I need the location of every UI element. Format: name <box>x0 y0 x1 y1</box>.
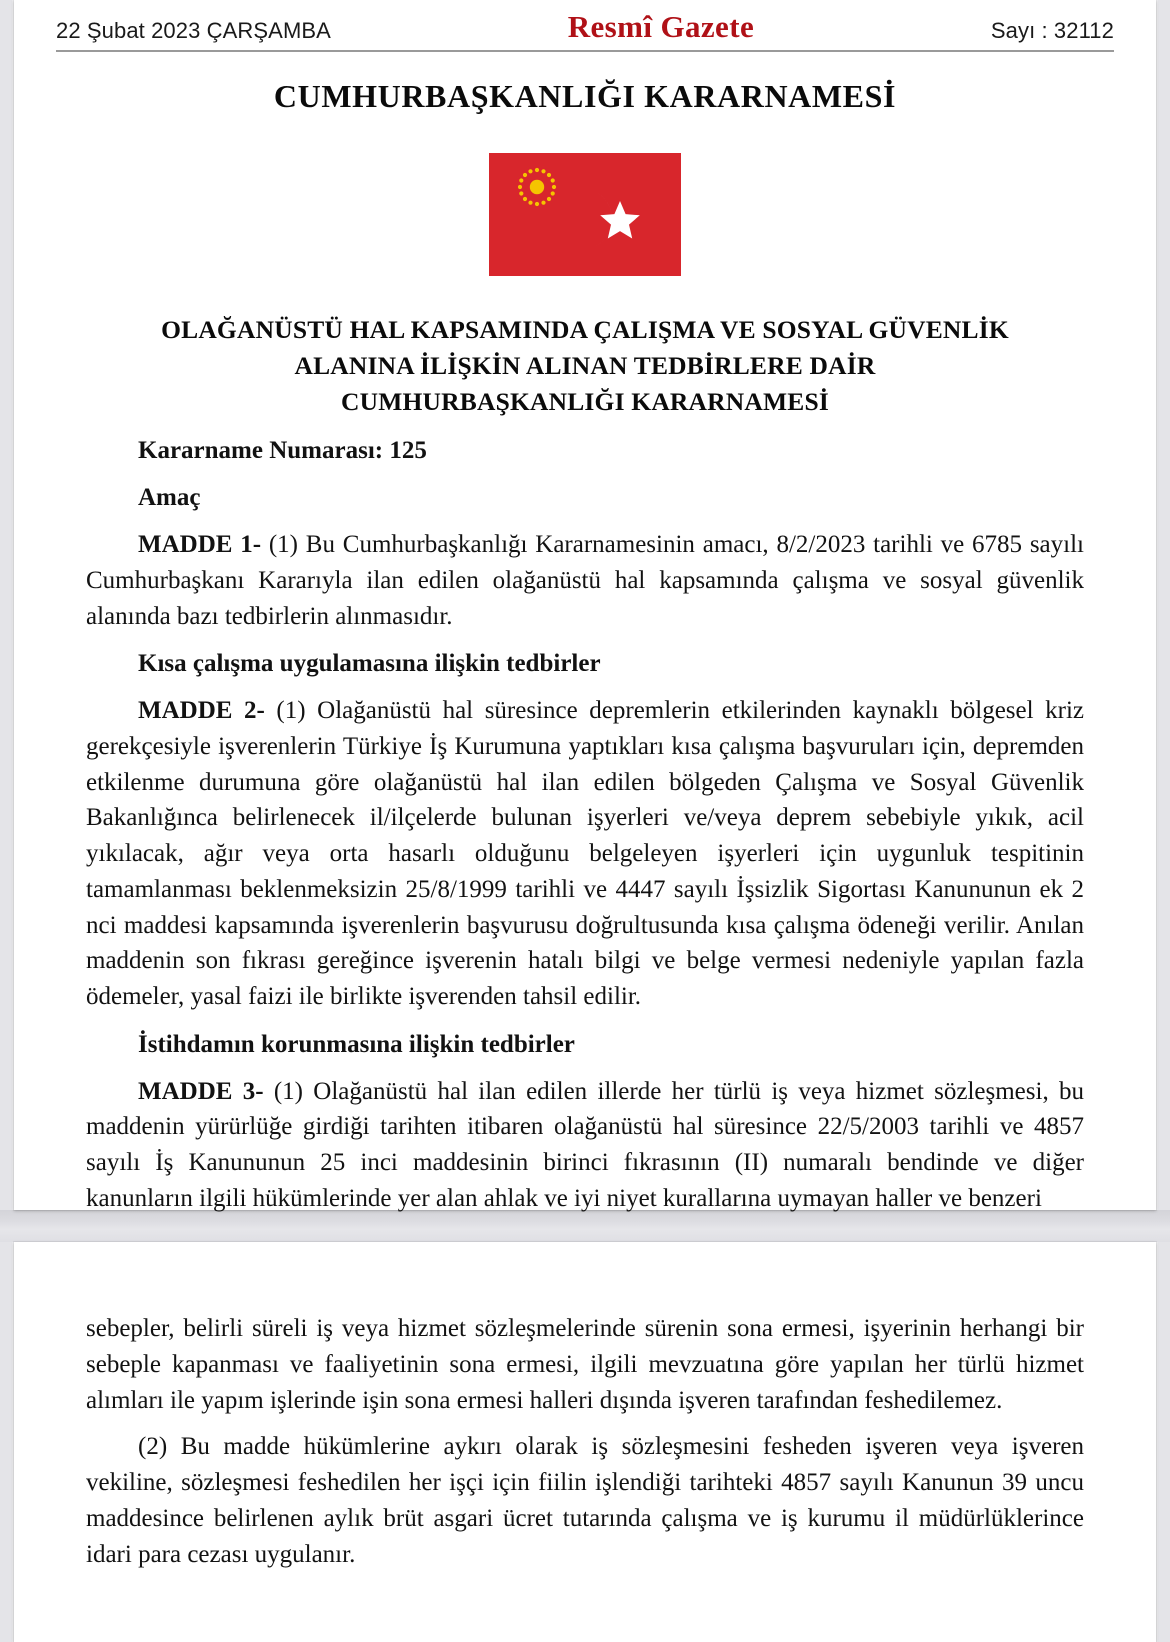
section-heading-kisa-calisma: Kısa çalışma uygulamasına ilişkin tedbirler <box>138 650 601 678</box>
document-page-2 <box>14 1242 1156 1642</box>
article-3-label: MADDE 3- <box>138 1077 264 1105</box>
turkish-presidential-flag-icon <box>489 153 681 276</box>
document-kind-heading: CUMHURBAŞKANLIĞI KARARNAMESİ <box>273 78 897 114</box>
document-page-1 <box>14 0 1156 1210</box>
article-3-paragraph-2: (2) Bu madde hükümlerine aykırı olarak iş sözleşmesini fesheden işveren veya işveren vekiline, sözleşmesi feshedilen her işçi için fiilin işlendiği tarihteki 4857 sayılı Kanunun 39 uncu maddesince belirlenen aylık brüt asgari ücret tutarında çalışma ve iş kurumu il müdürlüklerince idari para cezası uygulanır. <box>86 1433 1084 1568</box>
document-body-page-1 <box>14 421 1156 1217</box>
article-2-label: MADDE 2- <box>138 697 265 725</box>
article-1-text: (1) Bu Cumhurbaşkanlığı Kararnamesinin amacı, 8/2/2023 tarihli ve 6785 sayılı Cumhurbaşkanı Kararıyla ilan edilen olağanüstü hal kapsamında çalışma ve sosyal güvenlik alanında bazı tedbirlerin alınmasıdır. <box>86 531 1084 630</box>
article-3-continuation: sebepler, belirli süreli iş veya hizmet sözleşmelerinde sürenin sona ermesi, işyerinin herhangi bir sebeple kapanması ve faaliyetinin sona ermesi, ilgili mevzuatına göre yapılan her türlü hizmet alımları ile yapım işlerinde işin sona ermesi halleri dışında işveren tarafından feshedilemez. <box>86 1315 1084 1414</box>
article-2-paragraph <box>86 682 1084 1015</box>
document-body-page-2 <box>14 1242 1156 1572</box>
section-heading-istihdamin-korunmasi: İstihdamın korunmasına ilişkin tedbirler <box>138 1030 575 1058</box>
section-heading-amac: Amaç <box>138 484 201 512</box>
article-3-paragraph <box>86 1063 1084 1217</box>
document-title-line-2: ALANINA İLİŞKİN ALINAN TEDBİRLERE DAİR <box>294 351 876 381</box>
masthead-issue-number: Sayı : 32112 <box>990 18 1114 43</box>
article-1-paragraph <box>86 516 1084 634</box>
masthead-title: Resmî Gazete <box>567 9 755 44</box>
article-3-text: (1) Olağanüstü hal ilan edilen illerde her türlü iş veya hizmet sözleşmesi, bu maddenin yürürlüğe girdiği tarihten itibaren olağanüstü hal süresince 22/5/2003 tarihli ve 4857 sayılı İş Kanununun 25 inci maddesinin birinci fıkrasının (II) numaralı bendinde ve diğer kanunların ilgili hükümlerinde yer alan ahlak ve iyi niyet kurallarına uymayan haller ve benzeri <box>86 1077 1084 1212</box>
masthead <box>14 0 1156 44</box>
article-2-text: (1) Olağanüstü hal süresince depremlerin etkilerinden kaynaklı bölgesel kriz gerekçesiyle işverenlerin Türkiye İş Kurumuna yaptıkları kısa çalışma başvuruları için, depremden etkilenme durumuna göre olağanüstü hal ilan edilen bölgeden Çalışma ve Sosyal Güvenlik Bakanlığınca belirlenecek il/ilçelerde bulunan işyerleri ve/veya deprem sebebiyle yıkık, acil yıkılacak, ağır veya orta hasarlı olduğunu belgeleyen işyerleri için uygunluk tespitinin tamamlanması beklenmeksizin 25/8/1999 tarihli ve 4447 sayılı İşsizlik Sigortası Kanununun ek 2 nci maddesi kapsamında işverenlerin başvurusu doğrultusunda kısa çalışma ödeneği verilir. Anılan maddenin son fıkrası gereğince işverenin hatalı bilgi ve belge vermesi nedeniyle yapılan fazla ödemeler, yasal faizi ile birlikte işverenden tahsil edilir. <box>86 697 1085 1011</box>
masthead-date: 22 Şubat 2023 ÇARŞAMBA <box>56 18 331 43</box>
emblem-container <box>14 153 1156 276</box>
masthead-divider <box>56 50 1114 52</box>
document-title <box>102 312 1068 421</box>
decree-number: Kararname Numarası: 125 <box>138 436 427 464</box>
document-title-line-3: CUMHURBAŞKANLIĞI KARARNAMESİ <box>340 387 829 417</box>
document-title-line-1: OLAĞANÜSTÜ HAL KAPSAMINDA ÇALIŞMA VE SOSYAL GÜVENLİK <box>161 315 1009 344</box>
article-1-label: MADDE 1- <box>138 531 262 559</box>
